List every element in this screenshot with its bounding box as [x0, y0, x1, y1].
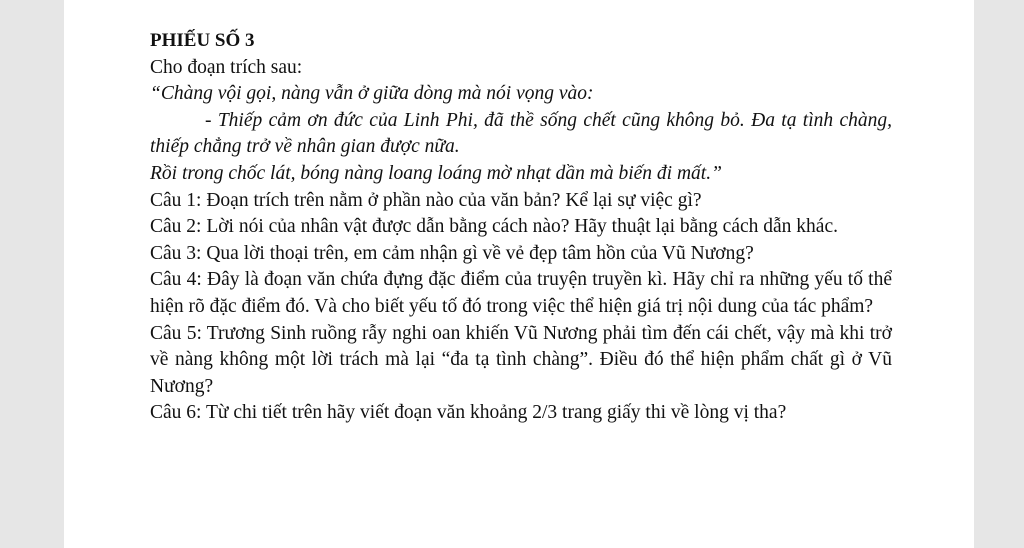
intro-text: Cho đoạn trích sau: [150, 56, 303, 78]
document-page [64, 0, 974, 548]
excerpt-line-2: - Thiếp cảm ơn đức của Linh Phi, đã thề sống chết cũng không bỏ. Đa tạ tình chàng, thiếp chẳng trở về nhân gian được nữa. [150, 109, 892, 158]
question-1: Câu 1: Đoạn trích trên nằm ở phần nào của văn bản? Kể lại sự việc gì? [150, 189, 702, 211]
question-6: Câu 6: Từ chi tiết trên hãy viết đoạn văn khoảng 2/3 trang giấy thi về lòng vị tha? [150, 402, 787, 424]
question-5: Câu 5: Trương Sinh ruồng rẫy nghi oan khiến Vũ Nương phải tìm đến cái chết, vậy mà khi trở về nàng không một lời trách mà lại “đa tạ tình chàng”. Điều đó thể hiện phẩm chất gì ở Vũ Nương? [150, 322, 892, 397]
question-3: Câu 3: Qua lời thoại trên, em cảm nhận gì về vẻ đẹp tâm hồn của Vũ Nương? [150, 242, 754, 264]
excerpt-line-1: “Chàng vội gọi, nàng vẫn ở giữa dòng mà nói vọng vào: [150, 83, 594, 105]
document-title: PHIẾU SỐ 3 [150, 30, 255, 51]
excerpt-line-3: Rồi trong chốc lát, bóng nàng loang loáng mờ nhạt dần mà biến đi mất.” [150, 162, 722, 184]
question-2: Câu 2: Lời nói của nhân vật được dẫn bằng cách nào? Hãy thuật lại bằng cách dẫn khác. [150, 216, 838, 238]
question-4: Câu 4: Đây là đoạn văn chứa đựng đặc điểm của truyện truyền kì. Hãy chỉ ra những yếu tố thể hiện rõ đặc điểm đó. Và cho biết yếu tố đó trong việc thể hiện giá trị nội dung của tác phẩm? [150, 269, 892, 317]
